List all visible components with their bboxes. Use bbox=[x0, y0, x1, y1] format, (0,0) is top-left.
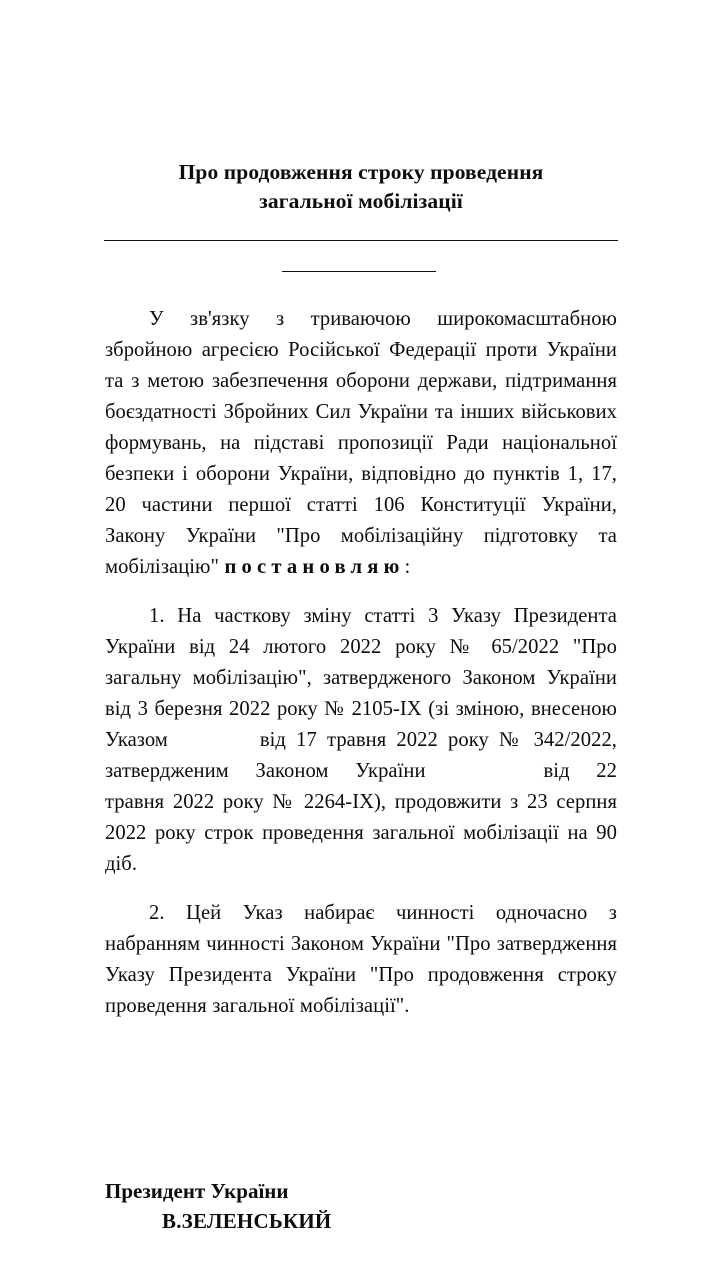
page-title bbox=[105, 158, 617, 216]
paragraph-preamble bbox=[105, 304, 617, 583]
signatory-name: В.ЗЕЛЕНСЬКИЙ bbox=[162, 1209, 332, 1233]
signatory-role: Президент України bbox=[105, 1179, 289, 1203]
document-body bbox=[105, 304, 617, 1022]
clause-1-text-c: від 22 травня 2022 року № 2264-IX), продовжити з 23 серпня 2022 року строк проведення загальної мобілізації на 90 діб. bbox=[105, 760, 618, 875]
page-title-line-1: Про продовження строку проведення bbox=[178, 160, 544, 184]
paragraph-clause-2 bbox=[105, 898, 617, 1022]
clause-1-text-b: від 17 травня 2022 року № 342/2022, затвердженим Законом України bbox=[105, 729, 617, 782]
clause-1-text-a: 1. На часткову зміну статті 3 Указу Президента України від 24 лютого 2022 року № 65/2022 "Про загальну мобілізацію", затвердженого Законом України від 3 березня 2022 року № 2105-IX (зі зміною, внесеною Указом bbox=[105, 605, 617, 751]
divider-long bbox=[104, 240, 618, 241]
clause-2-text: 2. Цей Указ набирає чинності одночасно з набранням чинності Законом України "Про затвердження Указу Президента України "Про продовження строку проведення загальної мобілізації". bbox=[105, 902, 617, 1017]
divider-short bbox=[282, 271, 436, 272]
signature-block bbox=[105, 1176, 617, 1236]
preamble-colon: : bbox=[404, 556, 411, 578]
paragraph-clause-1 bbox=[105, 601, 617, 880]
enactment-keyword: постановляю bbox=[224, 556, 405, 578]
preamble-text: У зв'язку з триваючою широкомасштабною збройною агресією Російської Федерації проти України та з метою забезпечення оборони держави, підтримання боєздатності Збройних Сил України та інших військових формувань, на підставі пропозиції Ради національної безпеки і оборони України, відповідно до пунктів 1, 17, 20 частини першої статті 106 Конституції України, Закону України "Про мобілізаційну підготовку та мобілізацію" bbox=[105, 308, 617, 578]
page-title-line-2: загальної мобілізації bbox=[259, 189, 463, 213]
